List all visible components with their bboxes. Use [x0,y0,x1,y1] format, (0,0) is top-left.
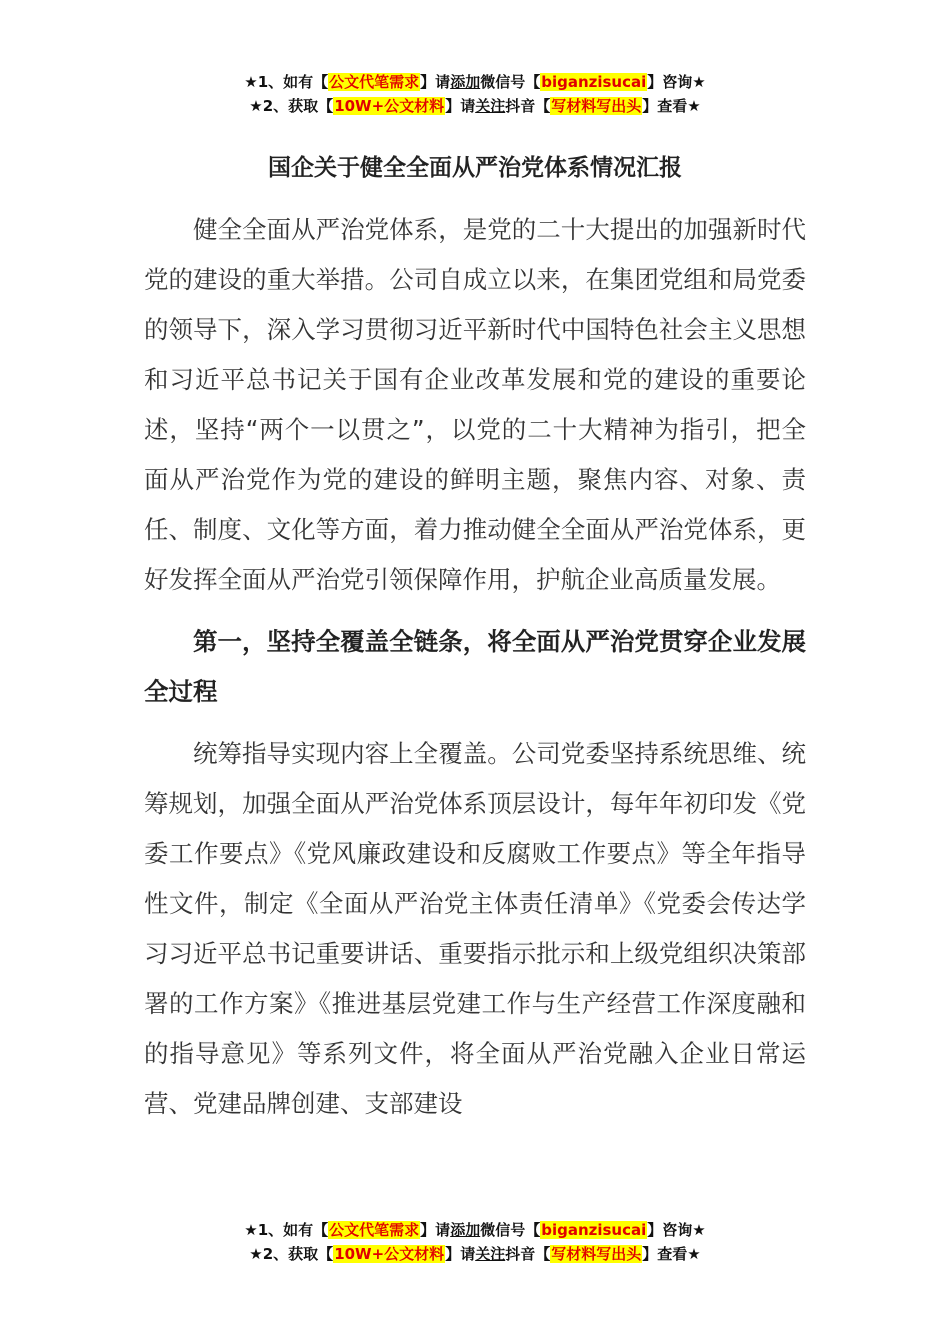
banner-text: ★2、获取【 [249,1245,334,1263]
highlight-douyin-id: 写材料写出头 [551,97,642,115]
banner-line-1 [0,1218,950,1242]
highlight-materials: 10W+公文材料 [334,1245,445,1263]
banner-text: 】查看★ [642,97,701,115]
underlined-text: 关注 [475,1245,506,1263]
highlight-materials: 10W+公文材料 [334,97,445,115]
document-title: 国企关于健全全面从严治党体系情况汇报 [268,155,682,181]
banner-line-2 [0,1242,950,1266]
banner-line-1 [0,70,950,94]
banner-text: 】请 [445,1245,476,1263]
intro-paragraph: 健全全面从严治党体系，是党的二十大提出的加强新时代党的建设的重大举措。公司自成立以来，在集团党组和局党委的领导下，深入学习贯彻习近平新时代中国特色社会主义思想和习近平总书记关于国有企业改革发展和党的建设的重要论述，坚持“两个一以贯之”，以党的二十大精神为指引，把全面从严治党作为党的建设的鲜明主题，聚焦内容、对象、责任、制度、文化等方面，着力推动健全全面从严治党体系，更好发挥全面从严治党引领保障作用，护航企业高质量发展。 [144,215,806,594]
underlined-text: 添加 [450,1221,481,1239]
banner-text: 】查看★ [642,1245,701,1263]
banner-text: 抖音【 [505,1245,551,1263]
banner-text: 】请 [420,73,451,91]
footer-banner [0,1218,950,1266]
document-body [144,205,806,1129]
highlight-douyin-id: 写材料写出头 [551,1245,642,1263]
highlight-service: 公文代笔需求 [329,1221,420,1239]
banner-text: 微信号【 [480,1221,541,1239]
banner-text: 】咨询★ [647,1221,706,1239]
banner-text: 抖音【 [505,97,551,115]
banner-text: 】请 [420,1221,451,1239]
header-banner [0,70,950,118]
banner-text: ★1、如有【 [244,73,329,91]
banner-text: 微信号【 [480,73,541,91]
section-paragraph: 统筹指导实现内容上全覆盖。公司党委坚持系统思维、统筹规划，加强全面从严治党体系顶层设计，每年年初印发《党委工作要点》《党风廉政建设和反腐败工作要点》等全年指导性文件，制定《全面从严治党主体责任清单》《党委会传达学习习近平总书记重要讲话、重要指示批示和上级党组织决策部署的工作方案》《推进基层党建工作与生产经营工作深度融和的指导意见》等系列文件，将全面从严治党融入企业日常运营、党建品牌创建、支部建设 [144,739,806,1118]
section-heading: 第一，坚持全覆盖全链条，将全面从严治党贯穿企业发展全过程 [144,627,806,706]
highlight-service: 公文代笔需求 [329,73,420,91]
underlined-text: 添加 [450,73,481,91]
banner-text: 】咨询★ [647,73,706,91]
banner-text: ★1、如有【 [244,1221,329,1239]
highlight-wechat-id: biganzisucai [541,73,647,91]
banner-text: 】请 [445,97,476,115]
highlight-wechat-id: biganzisucai [541,1221,647,1239]
banner-text: ★2、获取【 [249,97,334,115]
underlined-text: 关注 [475,97,506,115]
banner-line-2 [0,94,950,118]
